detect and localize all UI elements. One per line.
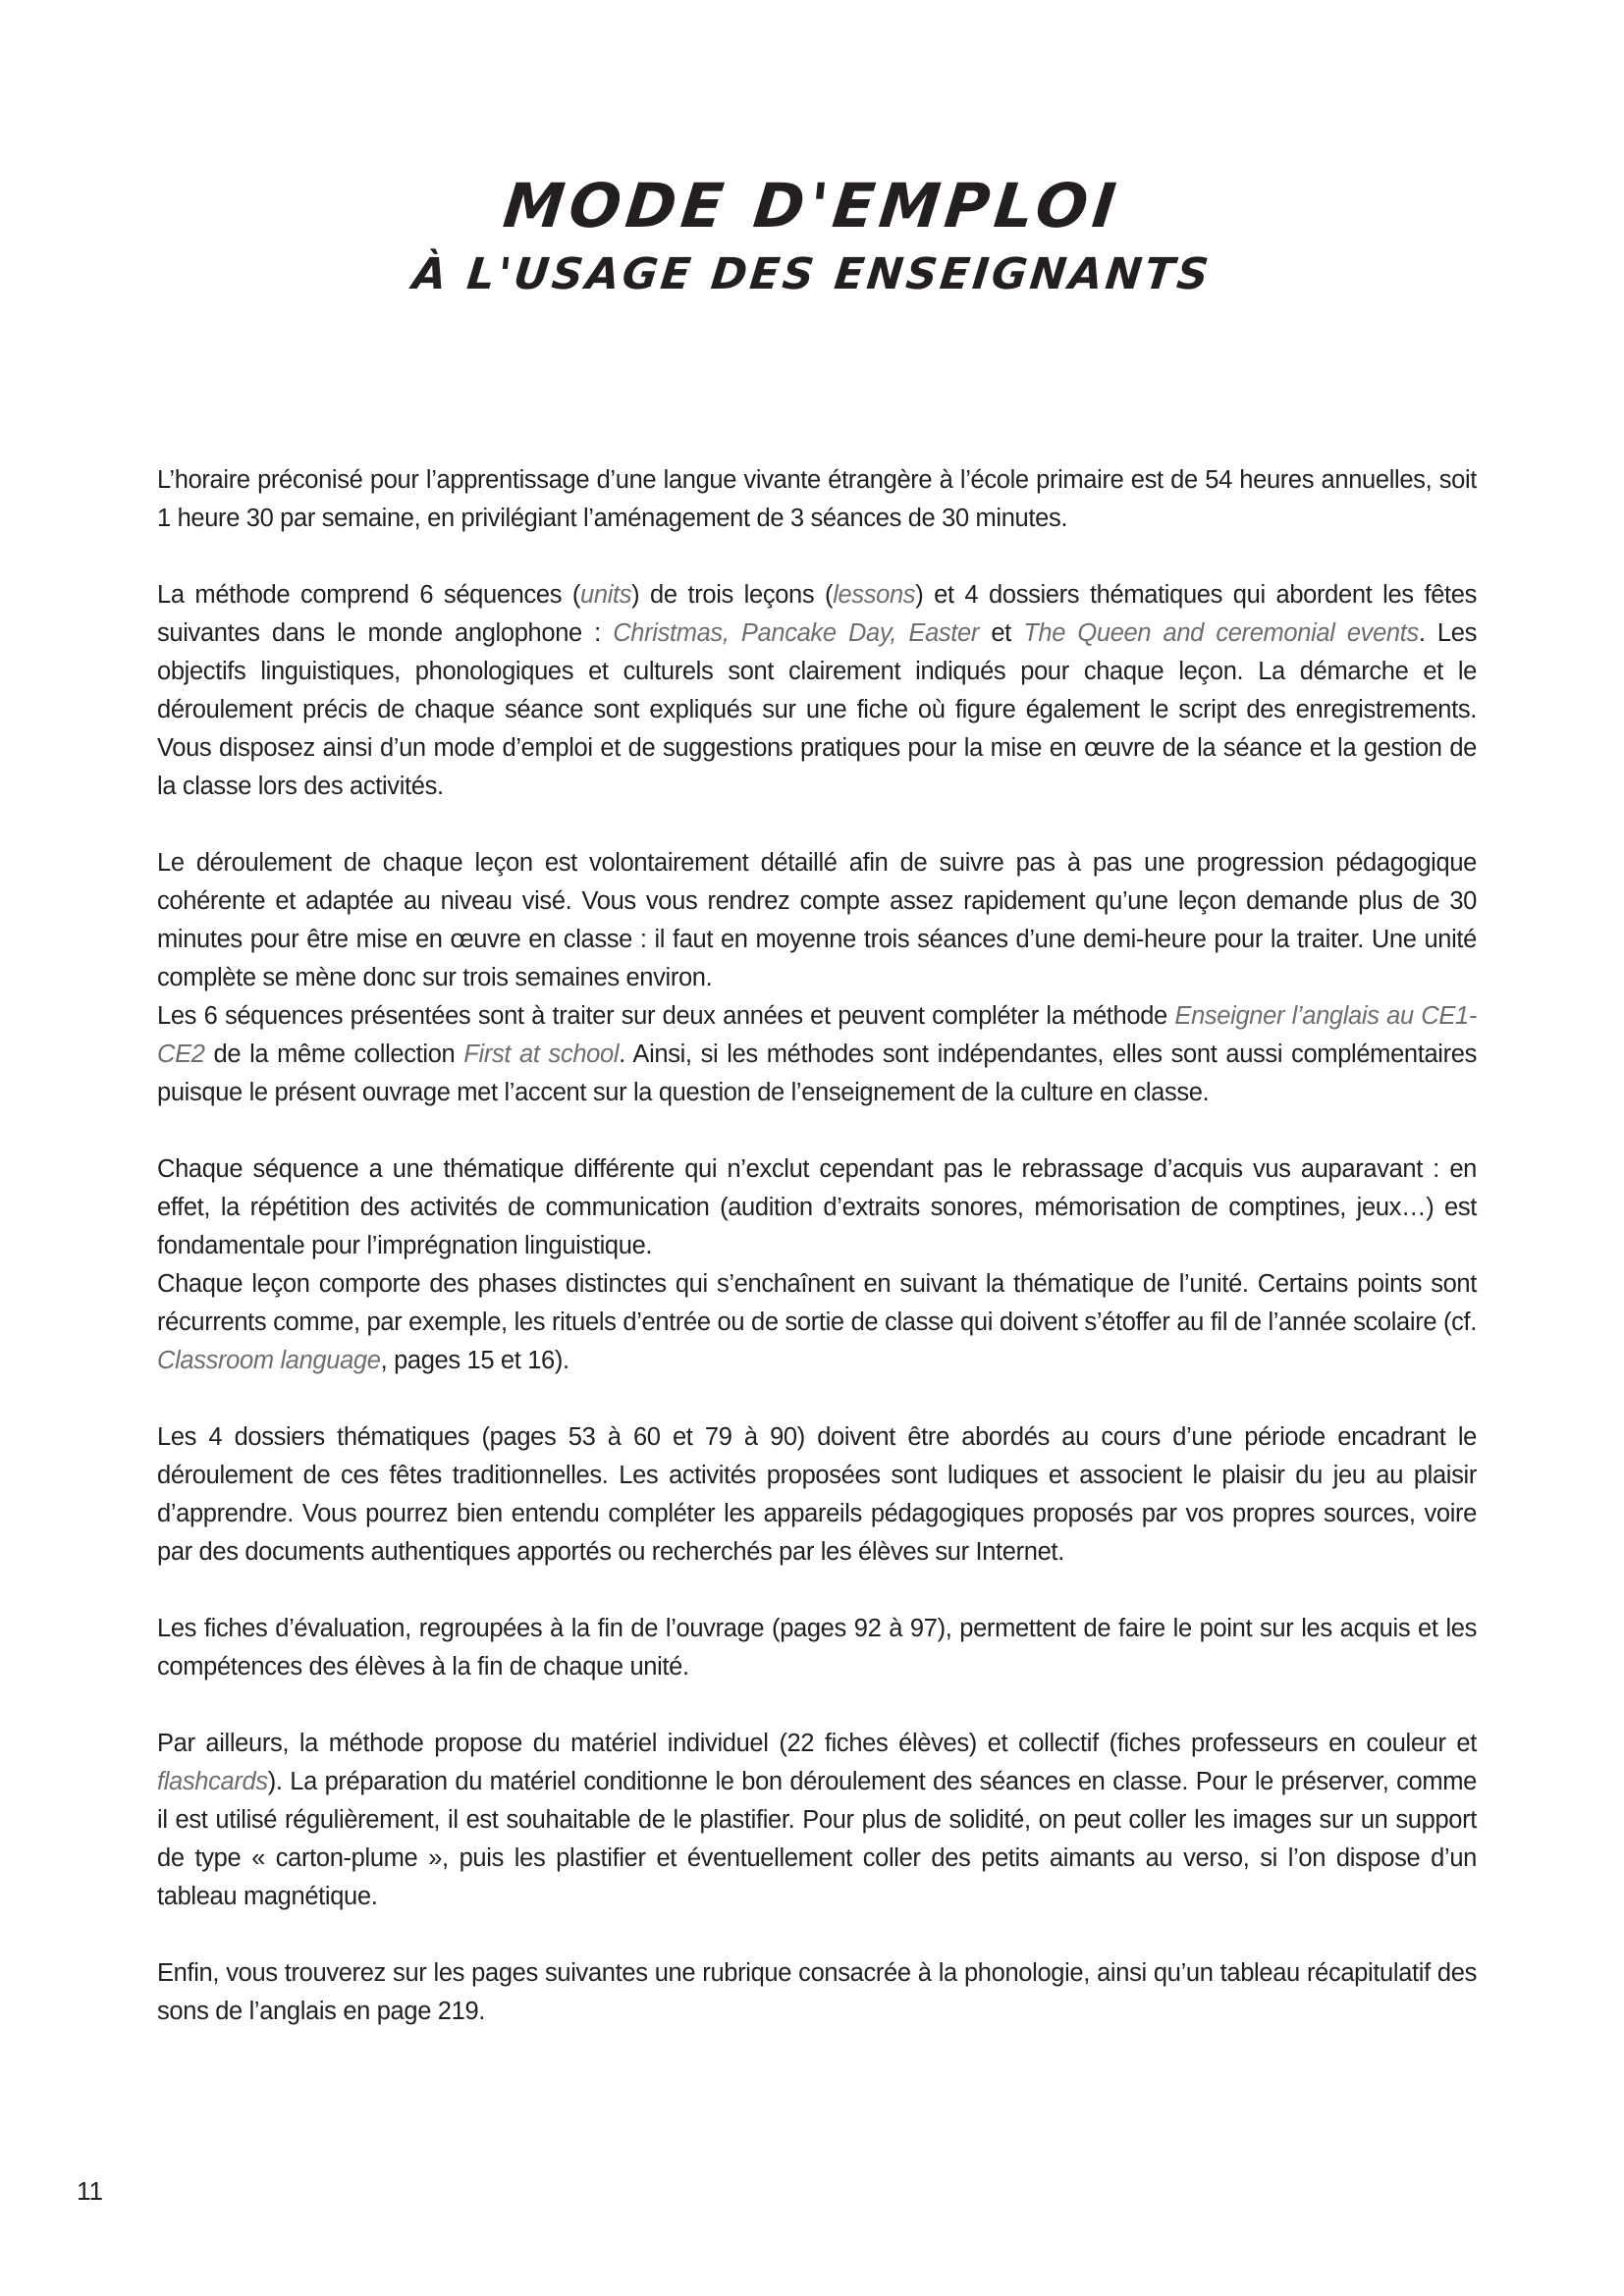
paragraph-phonology: Enfin, vous trouverez sur les pages suivantes une rubrique consacrée à la phonologie, ainsi qu’un tableau récapitulatif des sons de l’anglais en page 219. <box>157 1959 1477 2025</box>
paragraph-materials <box>157 1725 1477 1916</box>
page-number: 11 <box>77 2176 103 2206</box>
italic-term: First at school <box>463 1041 620 1068</box>
italic-term: Christmas, Pancake Day, Easter <box>613 619 980 647</box>
text-span: Par ailleurs, la méthode propose du matériel individuel (22 fiches élèves) et collectif (fiches professeurs en couleur et <box>157 1730 1477 1757</box>
text-span: de la même collection <box>204 1041 464 1068</box>
italic-term: Enseigner l’anglais au CE1-CE2 <box>157 1002 1477 1068</box>
italic-term: Classroom language <box>157 1347 381 1374</box>
italic-term: units <box>580 581 632 609</box>
italic-term: flashcards <box>157 1768 268 1795</box>
paragraph-sequences <box>157 997 1477 1112</box>
paragraph-phases <box>157 1265 1477 1380</box>
text-span: Chaque leçon comporte des phases distinctes qui s’enchaînent en suivant la thématique de l’unité. Certains points sont récurrents comme, par exemple, les rituels d’entrée ou de sortie de classe qui doivent s’étoffer au fil de l’année scolaire (cf. <box>157 1270 1477 1336</box>
page-title: MODE D'EMPLOI <box>500 170 1124 241</box>
text-span: et <box>979 619 1024 647</box>
italic-term: The Queen and ceremonial events <box>1023 619 1419 647</box>
paragraph-evaluation: Les fiches d’évaluation, regroupées à la fin de l’ouvrage (pages 92 à 97), permettent de faire le point sur les acquis et les compétences des élèves à la fin de chaque unité. <box>157 1615 1477 1681</box>
paragraph-method <box>157 576 1477 806</box>
text-span: La méthode comprend 6 séquences ( <box>157 581 581 609</box>
paragraph-thematic: Chaque séquence a une thématique différente qui n’exclut cependant pas le rebrassage d’acquis vus auparavant : en effet, la répétition des activités de communication (audition d’extraits sonores, mémorisation de comptines, jeux…) est fondamentale pour l’imprégnation linguistique. <box>157 1155 1477 1259</box>
page-title-block <box>0 167 1624 304</box>
paragraph-schedule: L’horaire préconisé pour l’apprentissage d’une langue vivante étrangère à l’école primaire est de 54 heures annuelles, soit 1 heure 30 par semaine, en privilégiant l’aménagement de 3 séances de 30 minutes. <box>157 466 1477 532</box>
text-span: ) et 4 dossiers thématiques qui abordent les fêtes suivantes dans le monde anglophone : <box>157 581 1477 647</box>
body-text <box>157 461 1477 2069</box>
text-span: . Ainsi, si les méthodes sont indépendantes, elles sont aussi complémentaires puisque le présent ouvrage met l’accent sur la question de l’enseignement de la culture en classe. <box>157 1041 1477 1106</box>
page-subtitle: À L'USAGE DES ENSEIGNANTS <box>409 249 1215 299</box>
text-span: , pages 15 et 16). <box>380 1347 569 1374</box>
text-span: Les 6 séquences présentées sont à traiter sur deux années et peuvent compléter la méthode <box>157 1002 1175 1030</box>
paragraph-dossiers: Les 4 dossiers thématiques (pages 53 à 60 et 79 à 90) doivent être abordés au cours d’une période encadrant le déroulement de ces fêtes traditionnelles. Les activités proposées sont ludiques et associent le plaisir du jeu au plaisir d’apprendre. Vous pourrez bien entendu compléter les appareils pédagogiques proposés par vos propres sources, voire par des documents authentiques apportés ou recherchés par les élèves sur Internet. <box>157 1423 1477 1566</box>
italic-term: lessons <box>833 581 916 609</box>
text-span: ). La préparation du matériel conditionne le bon déroulement des séances en classe. Pour le préserver, comme il est utilisé régulièrement, il est souhaitable de le plastifier. Pour plus de solidité, on peut coller les images sur un support de type « carton-plume », puis les plastifier et éventuellement coller des petits aimants au verso, si l’on dispose d’un tableau magnétique. <box>157 1768 1477 1910</box>
text-span: ) de trois leçons ( <box>631 581 834 609</box>
paragraph-progression: Le déroulement de chaque leçon est volontairement détaillé afin de suivre pas à pas une progression pédagogique cohérente et adaptée au niveau visé. Vous vous rendrez compte assez rapidement qu’une leçon demande plus de 30 minutes pour être mise en œuvre en classe : il faut en moyenne trois séances d’une demi-heure pour la traiter. Une unité complète se mène donc sur trois semaines environ. <box>157 849 1477 991</box>
text-span: . Les objectifs linguistiques, phonologiques et culturels sont clairement indiqués pour chaque leçon. La démarche et le déroulement précis de chaque séance sont expliqués sur une fiche où figure également le script des enregistrements. Vous disposez ainsi d’un mode d’emploi et de suggestions pratiques pour la mise en œuvre de la séance et la gestion de la classe lors des activités. <box>157 619 1477 800</box>
